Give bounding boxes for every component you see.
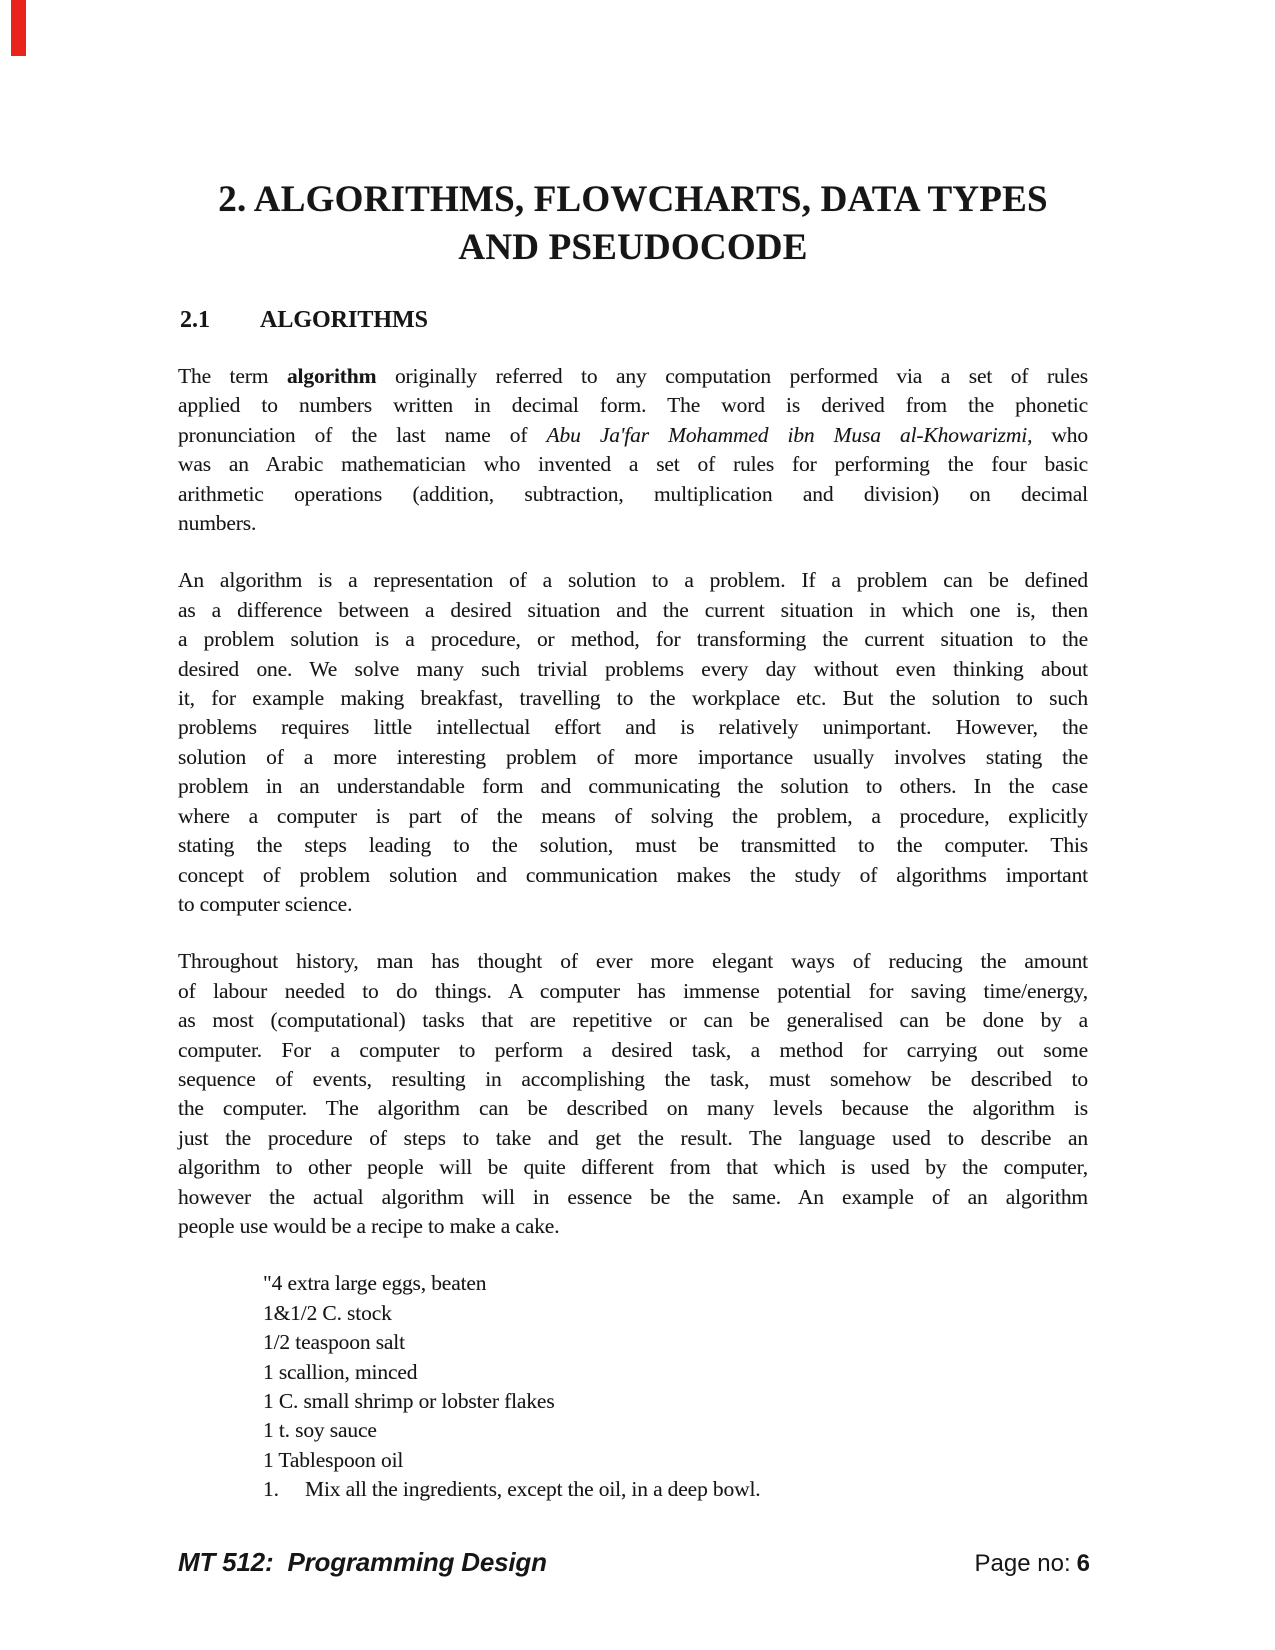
text-line: arithmetic operations (addition, subtraction, multiplication and division) on decimal bbox=[178, 481, 1088, 506]
chapter-title-line2: AND PSEUDOCODE bbox=[458, 227, 808, 268]
text-line: stating the steps leading to the solution, must be transmitted to the computer. This bbox=[178, 833, 1088, 858]
page-number-label bbox=[975, 1550, 1090, 1578]
text-line: algorithm to other people will be quite different from that which is used by the computer, bbox=[178, 1155, 1088, 1180]
body-paragraph bbox=[178, 566, 1088, 919]
text-line: problems requires little intellectual effort and is relatively unimportant. However, the bbox=[178, 715, 1088, 740]
text-line: it, for example making breakfast, travelling to the workplace etc. But the solution to such bbox=[178, 686, 1088, 711]
text-line: desired one. We solve many such trivial problems every day without even thinking about bbox=[178, 656, 1088, 681]
text-line: applied to numbers written in decimal form. The word is derived from the phonetic bbox=[178, 393, 1088, 418]
recipe-ingredient: 1/2 teaspoon salt bbox=[263, 1330, 405, 1355]
recipe-step-text: Mix all the ingredients, except the oil, in a deep bowl. bbox=[305, 1477, 761, 1502]
page-number: 6 bbox=[1076, 1550, 1090, 1577]
text-line: problem in an understandable form and communicating the solution to others. In the case bbox=[178, 774, 1088, 799]
text-line: Throughout history, man has thought of ever more elegant ways of reducing the amount bbox=[178, 949, 1088, 974]
text-line: however the actual algorithm will in essence be the same. An example of an algorithm bbox=[178, 1184, 1088, 1209]
page-footer bbox=[178, 1547, 1090, 1578]
page-no-text: Page no: bbox=[974, 1550, 1071, 1577]
recipe-step-number: 1. bbox=[263, 1477, 279, 1502]
section-number: 2.1 bbox=[180, 307, 210, 333]
text-line: concept of problem solution and communication makes the study of algorithms important bbox=[178, 862, 1088, 887]
text-line: pronunciation of the last name of Abu Ja'far Mohammed ibn Musa al-Khowarizmi, who bbox=[178, 422, 1088, 447]
section-title: ALGORITHMS bbox=[260, 307, 429, 333]
corner-mark bbox=[11, 0, 26, 56]
text-line: as most (computational) tasks that are repetitive or can be generalised can be done by a bbox=[178, 1008, 1088, 1033]
text-line: where a computer is part of the means of solving the problem, a procedure, explicitly bbox=[178, 803, 1088, 828]
text-line: An algorithm is a representation of a solution to a problem. If a problem can be defined bbox=[178, 568, 1088, 593]
text-line: the computer. The algorithm can be described on many levels because the algorithm is bbox=[178, 1096, 1088, 1121]
section-heading bbox=[180, 306, 1088, 334]
recipe-ingredient: "4 extra large eggs, beaten bbox=[263, 1271, 487, 1296]
text-line: The term algorithm originally referred to any computation performed via a set of rules bbox=[178, 364, 1088, 388]
text-line: numbers. bbox=[178, 511, 257, 536]
body-paragraph bbox=[178, 362, 1088, 538]
text-line: was an Arabic mathematician who invented a set of rules for performing the four basic bbox=[178, 452, 1088, 477]
text-line: sequence of events, resulting in accomplishing the task, must somehow be described to bbox=[178, 1066, 1088, 1091]
text-line: people use would be a recipe to make a cake. bbox=[178, 1213, 560, 1238]
text-line: computer. For a computer to perform a desired task, a method for carrying out some bbox=[178, 1037, 1088, 1062]
body-paragraphs bbox=[178, 362, 1088, 1241]
recipe-ingredient: 1 t. soy sauce bbox=[263, 1418, 377, 1443]
chapter-title-line1: 2. ALGORITHMS, FLOWCHARTS, DATA TYPES bbox=[218, 179, 1048, 220]
body-paragraph bbox=[178, 947, 1088, 1241]
recipe-block bbox=[263, 1269, 1088, 1504]
document-page bbox=[178, 0, 1088, 1505]
text-line: to computer science. bbox=[178, 891, 353, 916]
text-line: solution of a more interesting problem of more importance usually involves stating the bbox=[178, 744, 1088, 769]
recipe-ingredient: 1 Tablespoon oil bbox=[263, 1447, 404, 1472]
recipe-ingredient: 1 scallion, minced bbox=[263, 1359, 418, 1384]
text-line: as a difference between a desired situation and the current situation in which one is, then bbox=[178, 597, 1088, 622]
course-label: MT 512: Programming Design bbox=[178, 1547, 547, 1577]
recipe-ingredient: 1 C. small shrimp or lobster flakes bbox=[263, 1389, 555, 1413]
text-line: of labour needed to do things. A computer has immense potential for saving time/energy, bbox=[178, 978, 1088, 1003]
text-line: just the procedure of steps to take and get the result. The language used to describe an bbox=[178, 1125, 1088, 1150]
chapter-title bbox=[178, 176, 1088, 272]
text-line: a problem solution is a procedure, or method, for transforming the current situation to the bbox=[178, 627, 1088, 652]
recipe-ingredients bbox=[263, 1269, 1088, 1475]
recipe-ingredient: 1&1/2 C. stock bbox=[263, 1300, 392, 1325]
recipe-step bbox=[263, 1475, 1088, 1504]
